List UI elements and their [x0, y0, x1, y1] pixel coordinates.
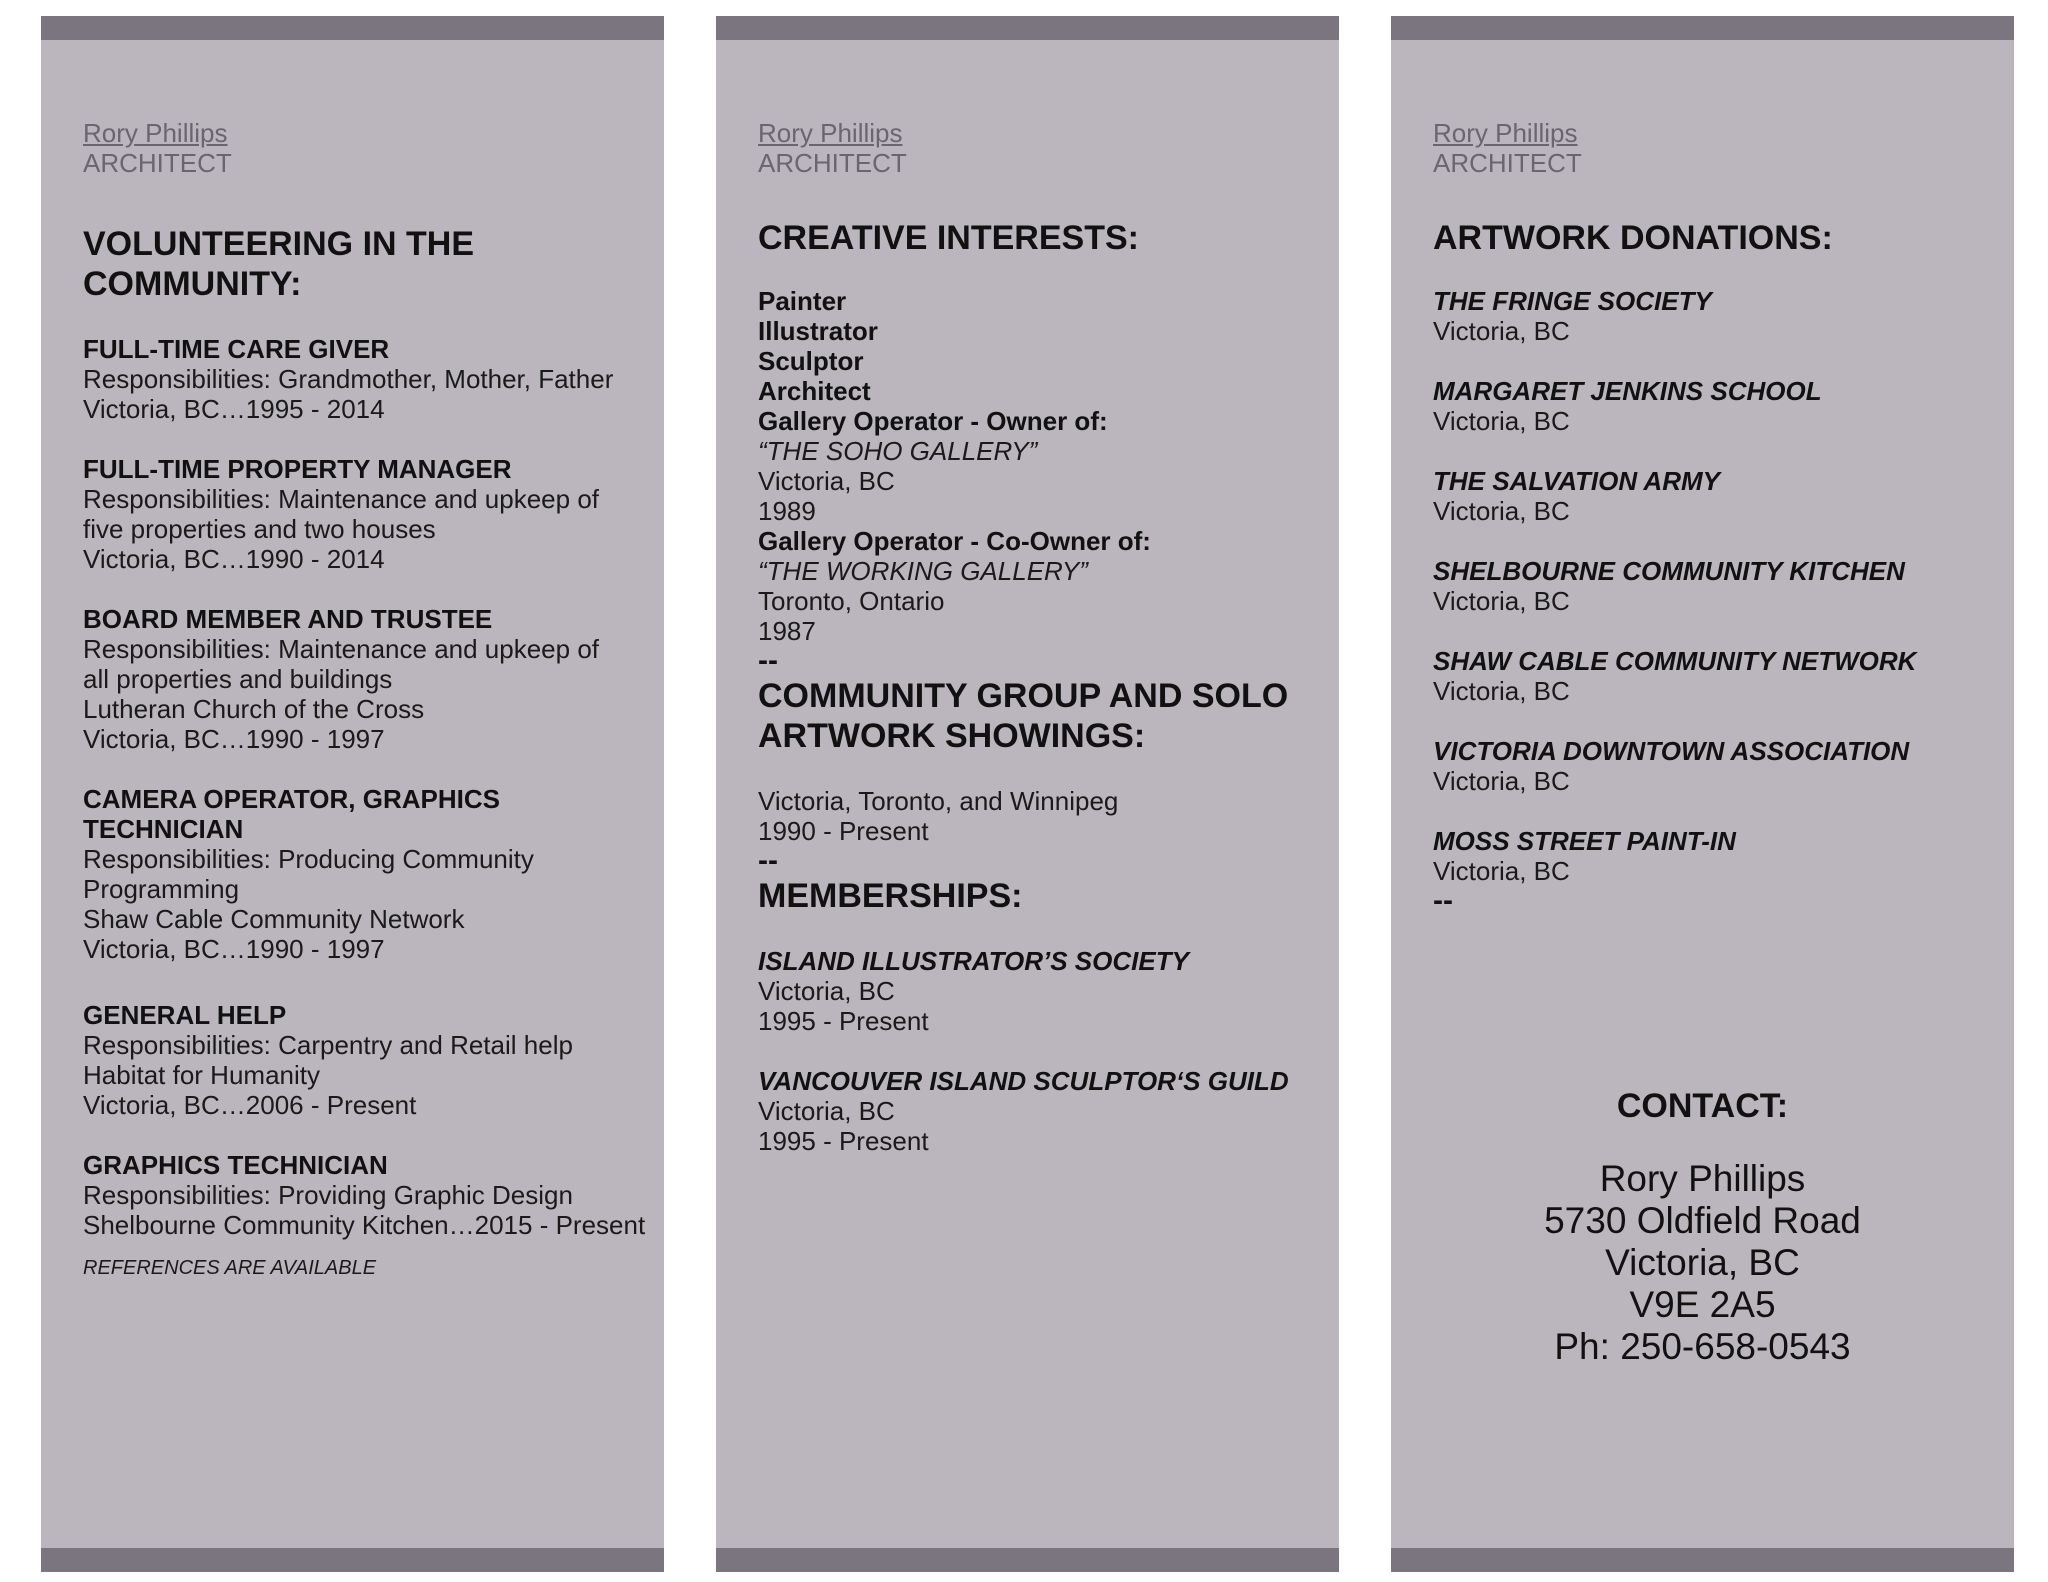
section-divider: -- — [1433, 884, 1453, 917]
donations-heading: ARTWORK DONATIONS: — [1433, 219, 1833, 257]
donation-item: SHELBOURNE COMMUNITY KITCHEN Victoria, BC — [1433, 556, 1996, 616]
contact-postal: V9E 2A5 — [1629, 1284, 1776, 1325]
interest-item: Painter — [758, 286, 847, 316]
donation-name: MOSS STREET PAINT-IN — [1433, 826, 1736, 856]
donation-name: VICTORIA DOWNTOWN ASSOCIATION — [1433, 736, 1910, 766]
entry-title: CAMERA OPERATOR, GRAPHICS — [83, 784, 500, 814]
brand-role: ARCHITECT — [83, 148, 232, 178]
gallery-title: Gallery Operator - Co-Owner of: — [758, 526, 1151, 556]
section-divider: -- — [758, 844, 778, 877]
references-note: REFERENCES ARE AVAILABLE — [83, 1257, 377, 1279]
section-divider: -- — [758, 644, 778, 677]
brand-role: ARCHITECT — [758, 148, 907, 178]
donation-item: THE SALVATION ARMY Victoria, BC — [1433, 466, 1996, 526]
brand-header — [83, 118, 646, 178]
entry-title: TECHNICIAN — [83, 814, 244, 844]
brand-name-link[interactable]: Rory Phillips — [1433, 118, 1578, 148]
showings-heading: COMMUNITY GROUP AND SOLO ARTWORK SHOWINGS: — [758, 677, 1289, 755]
brand-name-link[interactable]: Rory Phillips — [758, 118, 903, 148]
membership-item: ISLAND ILLUSTRATOR’S SOCIETY Victoria, BC 1995 - Present — [758, 946, 1321, 1036]
donation-item: THE FRINGE SOCIETY Victoria, BC — [1433, 286, 1996, 346]
panel-creative-content — [758, 118, 1321, 1156]
panel-volunteering-content — [83, 118, 646, 1280]
brand-header — [758, 118, 1321, 178]
entry-title: BOARD MEMBER AND TRUSTEE — [83, 604, 493, 634]
membership-item: VANCOUVER ISLAND SCULPTOR‘S GUILD Victoria, BC 1995 - Present — [758, 1066, 1321, 1156]
panel-volunteering — [41, 16, 664, 1572]
volunteer-entry: BOARD MEMBER AND TRUSTEE Responsibilities: Maintenance and upkeep of all properties and buildings Lutheran Church of the Cross Victoria, BC…1990 - 1997 — [83, 604, 646, 754]
entry-title: GRAPHICS TECHNICIAN — [83, 1150, 388, 1180]
donation-item: VICTORIA DOWNTOWN ASSOCIATION Victoria, BC — [1433, 736, 1996, 796]
gallery-name: “THE WORKING GALLERY” — [758, 556, 1088, 586]
donation-name: SHAW CABLE COMMUNITY NETWORK — [1433, 646, 1917, 676]
volunteering-heading: VOLUNTEERING IN THE COMMUNITY: — [83, 225, 475, 303]
contact-street: 5730 Oldfield Road — [1544, 1200, 1861, 1241]
volunteer-entry: GENERAL HELP Responsibilities: Carpentry and Retail help Habitat for Humanity Victoria, BC…2006 - Present — [83, 1000, 646, 1120]
memberships-heading: MEMBERSHIPS: — [758, 877, 1023, 915]
panel-creative — [716, 16, 1339, 1572]
gallery-name: “THE SOHO GALLERY” — [758, 436, 1038, 466]
brand-role: ARCHITECT — [1433, 148, 1582, 178]
interest-item: Illustrator — [758, 316, 878, 346]
donation-item: SHAW CABLE COMMUNITY NETWORK Victoria, BC — [1433, 646, 1996, 706]
entry-title: GENERAL HELP — [83, 1000, 287, 1030]
donation-item: MARGARET JENKINS SCHOOL Victoria, BC — [1433, 376, 1996, 436]
creative-interests-heading: CREATIVE INTERESTS: — [758, 219, 1139, 257]
contact-block — [1391, 1086, 2014, 1368]
showings-details: Victoria, Toronto, and Winnipeg 1990 - Present -- — [758, 786, 1321, 876]
entry-title: FULL-TIME CARE GIVER — [83, 334, 390, 364]
interests-list: Painter Illustrator Sculptor Architect Gallery Operator - Owner of: “THE SOHO GALLERY” Victoria, BC 1989 Gallery Operator - Co-Owner of: “THE WORKING GALLERY” Toronto, Ontario 1987 -- — [758, 286, 1321, 676]
gallery-title: Gallery Operator - Owner of: — [758, 406, 1108, 436]
volunteer-entry: FULL-TIME CARE GIVER Responsibilities: Grandmother, Mother, Father Victoria, BC…1995 - 2014 — [83, 334, 646, 424]
entry-title: FULL-TIME PROPERTY MANAGER — [83, 454, 512, 484]
donation-name: THE FRINGE SOCIETY — [1433, 286, 1712, 316]
interest-item: Architect — [758, 376, 871, 406]
contact-phone: Ph: 250-658-0543 — [1554, 1326, 1851, 1367]
contact-heading: CONTACT: — [1616, 1087, 1789, 1125]
volunteer-entry: FULL-TIME PROPERTY MANAGER Responsibilities: Maintenance and upkeep of five properties and two houses Victoria, BC…1990 - 2014 — [83, 454, 646, 574]
contact-city: Victoria, BC — [1605, 1242, 1800, 1283]
interest-item: Sculptor — [758, 346, 864, 376]
membership-name: ISLAND ILLUSTRATOR’S SOCIETY — [758, 946, 1189, 976]
donation-name: THE SALVATION ARMY — [1433, 466, 1720, 496]
panel-donations — [1391, 16, 2014, 1572]
panel-donations-content — [1433, 118, 1996, 916]
donation-item: MOSS STREET PAINT-IN Victoria, BC -- — [1433, 826, 1996, 916]
membership-name: VANCOUVER ISLAND SCULPTOR‘S GUILD — [758, 1066, 1289, 1096]
volunteer-entry: CAMERA OPERATOR, GRAPHICS TECHNICIAN Responsibilities: Producing Community Programming Shaw Cable Community Network Victoria, BC…1990 - 1997 — [83, 784, 646, 964]
donation-name: SHELBOURNE COMMUNITY KITCHEN — [1433, 556, 1905, 586]
brand-name-link[interactable]: Rory Phillips — [83, 118, 228, 148]
volunteer-entry: GRAPHICS TECHNICIAN Responsibilities: Providing Graphic Design Shelbourne Community Kitchen…2015 - Present — [83, 1150, 646, 1240]
donation-name: MARGARET JENKINS SCHOOL — [1433, 376, 1822, 406]
brand-header — [1433, 118, 1996, 178]
contact-name: Rory Phillips — [1599, 1158, 1806, 1199]
